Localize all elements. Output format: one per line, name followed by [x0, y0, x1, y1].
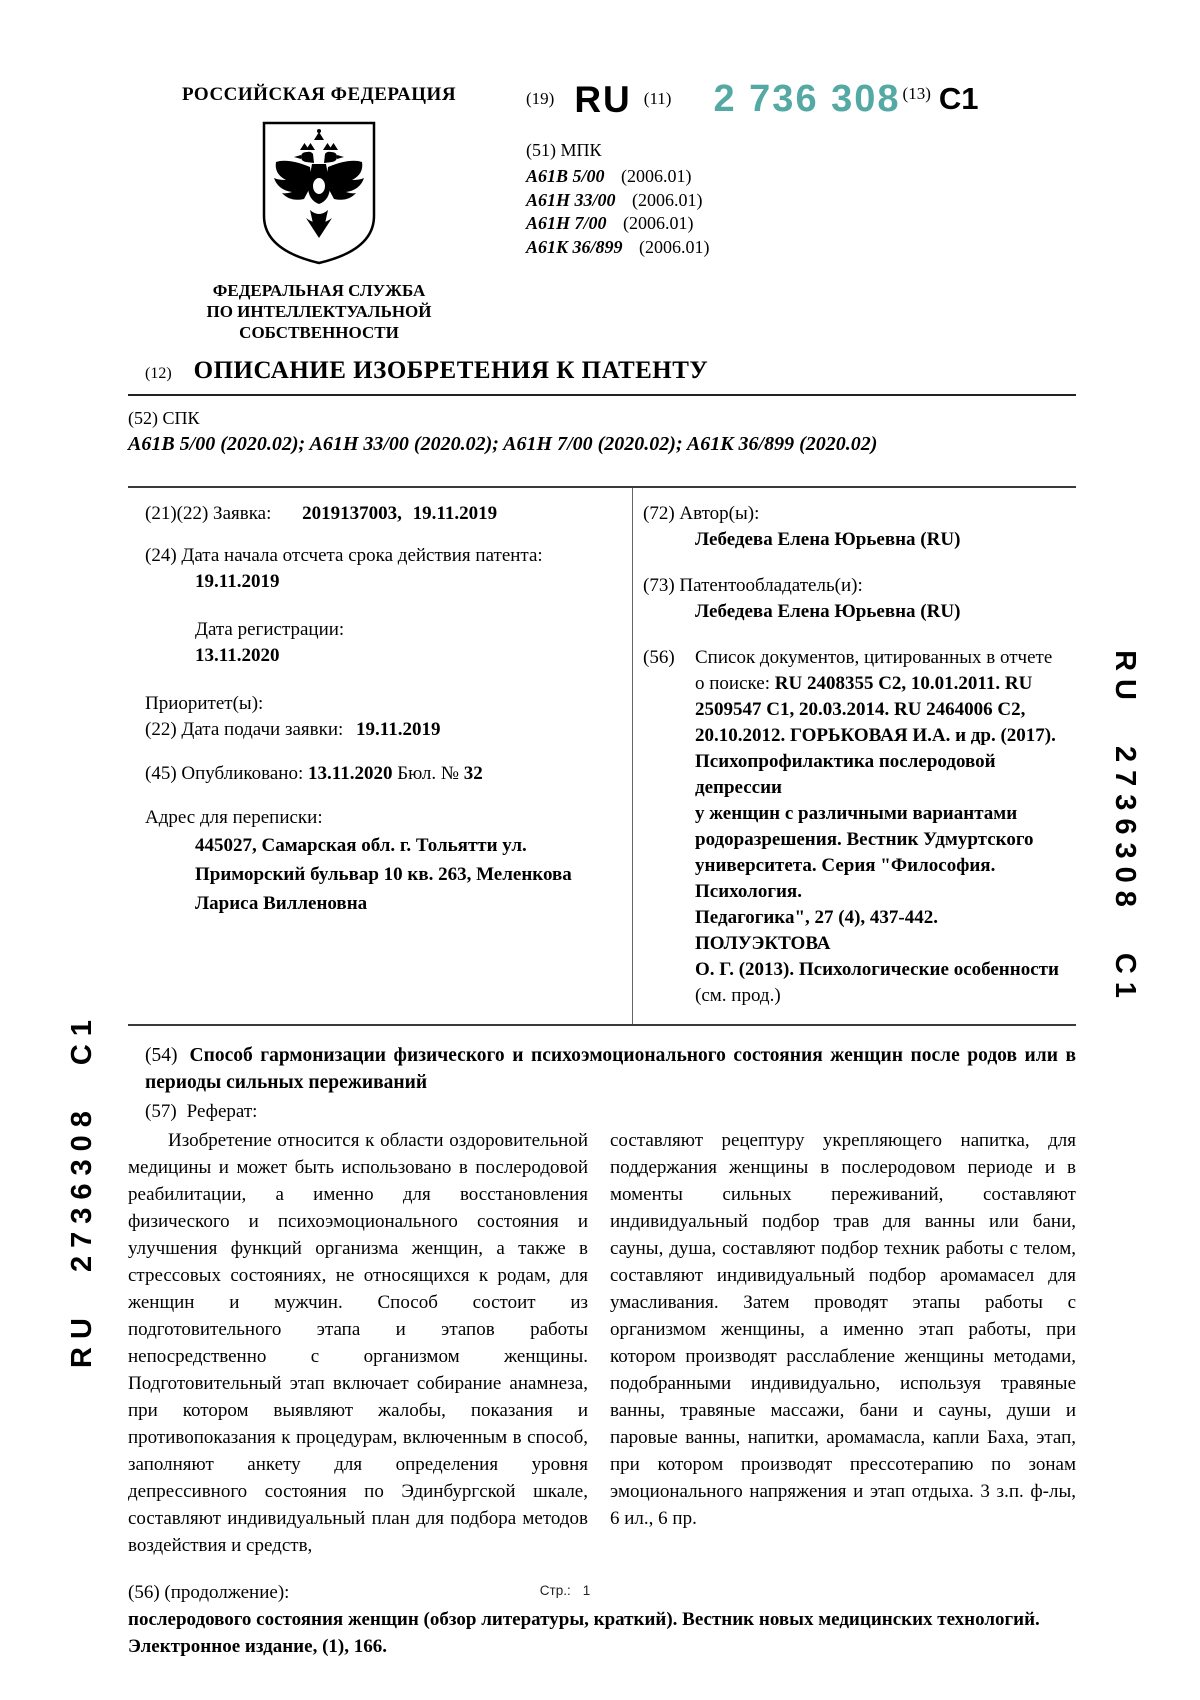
ipc-entry: A61H 7/00 (2006.01) — [526, 213, 694, 233]
abstract-label: Реферат: — [186, 1101, 258, 1122]
office-name — [128, 280, 510, 343]
published-label: (45) Опубликовано: — [145, 763, 304, 784]
correspondence-address — [145, 805, 620, 918]
term-start-value: 19.11.2019 — [195, 571, 280, 592]
filing-value: 19.11.2019 — [356, 719, 441, 740]
address-line: 445027, Самарская обл. г. Тольятти ул. — [195, 835, 527, 856]
cpc-heading — [128, 408, 1076, 429]
published-date: 13.11.2020 — [308, 763, 393, 784]
continuation-line: Электронное издание, (1), 166. — [128, 1636, 387, 1657]
citation-line: Педагогика", 27 (4), 437-442. ПОЛУЭКТОВА — [695, 907, 938, 954]
registration-label: Дата регистрации: — [195, 619, 345, 640]
application-value: 2019137003, 19.11.2019 — [302, 503, 498, 524]
citations-row — [643, 645, 1074, 1009]
ipc-title: МПК — [560, 140, 602, 160]
cpc-section — [128, 408, 1076, 456]
citation-line: (см. прод.) — [695, 985, 781, 1006]
term-start-label: (24) Дата начала отсчета срока действия патента: — [145, 545, 543, 566]
abstract — [128, 1127, 1076, 1559]
owners-row — [643, 573, 1074, 625]
inid-56: (56) — [643, 647, 675, 668]
abstract-heading — [128, 1098, 1076, 1125]
citation-line: родоразрешения. Вестник Удмуртского — [695, 829, 1034, 850]
header-right — [526, 78, 1076, 343]
registration-value: 13.11.2020 — [195, 645, 280, 666]
inid-52: (52) — [128, 408, 158, 428]
application-row — [145, 501, 620, 527]
invention-title-text: Способ гармонизации физического и психоэмоционального состояния женщин после родов или в периоды сильных переживаний — [145, 1045, 1076, 1093]
divider — [128, 394, 1076, 396]
left-vertical-patent-id — [64, 910, 100, 1470]
publication-number-row — [526, 78, 1076, 120]
filing-label: (22) Дата подачи заявки: — [145, 719, 344, 740]
citation-line: у женщин с различными вариантами — [695, 803, 1018, 824]
address-line: Лариса Вилленовна — [195, 893, 368, 914]
ipc-heading — [526, 140, 1076, 161]
sidebar-number: 2736308 — [65, 1103, 98, 1273]
priority-label: Приоритет(ы): — [145, 693, 264, 714]
inid-57: (57) — [145, 1101, 177, 1122]
kind-code: C1 — [938, 81, 979, 116]
inid-12: (12) — [145, 365, 172, 382]
coat-of-arms-icon — [258, 120, 380, 266]
biblio-left-column — [128, 488, 632, 1024]
owners-label: (73) Патентообладатель(и): — [643, 575, 863, 596]
office-line-1: ФЕДЕРАЛЬНАЯ СЛУЖБА — [212, 281, 426, 300]
citation-line: 20.10.2012. ГОРЬКОВАЯ И.А. и др. (2017). — [695, 725, 1056, 746]
priority-row — [145, 691, 620, 743]
inid-11: (11) — [643, 89, 672, 108]
sidebar-reg: RU — [1109, 650, 1142, 708]
abstract-column-2: составляют рецептуру укрепляющего напитка, для поддержания женщины в послеродовом периоде и в моменты сильных переживаний, составляют индивидуальный подбор трав для ванны или бани, сауны, душа, составляют подбор техник работы с телом, составляют индивидуальный подбор аромамасел для умасливания. Затем проводят этапы работы с организмом женщины, а именно этап работы, при котором производят расслабление женщины методами, подобранными индивидуально, используя травяные ванны, травяные массажи, бани и сауны, души и паровые ванны, напитки, аромамасла, капли Баха, этап, при котором производят прессотерапию по зонам эмоционального напряжения и этап отдыха. 3 з.п. ф-лы, 6 ил., 6 пр. — [610, 1130, 1076, 1529]
filing-row — [145, 717, 620, 743]
sidebar-kind: C1 — [1109, 952, 1142, 1006]
application-label: (21)(22) Заявка: — [145, 503, 272, 524]
citation-line: о поиске: RU 2408355 C2, 10.01.2011. RU — [695, 673, 1033, 694]
ipc-entry: A61H 33/00 (2006.01) — [526, 189, 703, 210]
published-row — [145, 761, 620, 787]
right-vertical-patent-id — [1107, 548, 1143, 1108]
abstract-column-1: Изобретение относится к области оздоровительной медицины и может быть использовано в послеродовой реабилитации, а именно для восстановления физического и психоэмоционального состояния и улучшения функций организма женщин, а также в стрессовых состояниях, не относящихся к родам, для женщин и мужчин. Способ состоит из подготовительного этапа и этапов работы непосредственно с организмом женщины. Подготовительный этап включает собирание анамнеза, при котором выявляют жалобы, показания и противопоказания к процедурам, включенным в способ, заполняют анкету для определения уровня депрессивного состояния по Эдинбургской шкале, составляют индивидуальный план для подбора методов воздействия и средств, — [128, 1130, 588, 1556]
page-footer — [0, 1583, 1130, 1598]
continuation-line: послеродового состояния женщин (обзор литературы, краткий). Вестник новых медицинских технологий. — [128, 1609, 1040, 1630]
authors-label: (72) Автор(ы): — [643, 503, 760, 524]
header — [128, 0, 1076, 343]
page-number: 1 — [582, 1583, 591, 1598]
citation-line: Список документов, цитированных в отчете — [695, 647, 1053, 668]
page-title: ОПИСАНИЕ ИЗОБРЕТЕНИЯ К ПАТЕНТУ — [193, 357, 709, 384]
sidebar-reg: RU — [65, 1310, 98, 1368]
authors-value: Лебедева Елена Юрьевна (RU) — [695, 529, 961, 550]
registration-row — [195, 617, 620, 669]
address-label: Адрес для переписки: — [145, 807, 323, 828]
biblio-right-column — [632, 488, 1076, 1024]
footer-label: Стр.: — [539, 1583, 571, 1598]
office-line-2: ПО ИНТЕЛЛЕКТУАЛЬНОЙ СОБСТВЕННОСТИ — [206, 302, 432, 342]
sidebar-kind: C1 — [65, 1012, 98, 1066]
document-type-title — [128, 357, 1076, 385]
term-start-row — [145, 543, 620, 595]
country-code: RU — [574, 79, 632, 120]
bulletin-number: 32 — [463, 763, 483, 784]
cpc-title: СПК — [162, 408, 200, 428]
country-name: РОССИЙСКАЯ ФЕДЕРАЦИЯ — [181, 84, 457, 105]
ipc-entry: A61B 5/00 (2006.01) — [526, 166, 692, 186]
header-left — [128, 84, 510, 343]
continuation-label: (56) (продолжение): — [128, 1582, 290, 1603]
bulletin-label: Бюл. № — [397, 763, 459, 784]
ipc-entry: A61K 36/899 (2006.01) — [526, 236, 710, 257]
address-line: Приморский бульвар 10 кв. 263, Меленкова — [195, 864, 572, 885]
citation-line: Психопрофилактика послеродовой депрессии — [695, 751, 996, 798]
owners-value: Лебедева Елена Юрьевна (RU) — [695, 601, 961, 622]
cpc-codes: A61B 5/00 (2020.02); A61H 33/00 (2020.02); A61H 7/00 (2020.02); A61K 36/899 (2020.02) — [128, 433, 878, 455]
citation-line: 2509547 C1, 20.03.2014. RU 2464006 C2, — [695, 699, 1026, 720]
publication-number: 2 736 308 — [713, 78, 901, 120]
inid-51: (51) — [526, 140, 556, 160]
invention-title — [128, 1042, 1076, 1096]
inid-54: (54) — [145, 1045, 178, 1066]
citation-line: О. Г. (2013). Психологические особенности — [695, 959, 1059, 980]
citation-line: университета. Серия "Философия. Психология. — [695, 855, 996, 902]
ipc-section — [526, 140, 1076, 259]
inid-19: (19) — [526, 89, 555, 108]
bibliographic-table — [128, 486, 1076, 1026]
authors-row — [643, 501, 1074, 553]
inid-13: (13) — [902, 84, 931, 103]
sidebar-number: 2736308 — [1109, 745, 1142, 915]
